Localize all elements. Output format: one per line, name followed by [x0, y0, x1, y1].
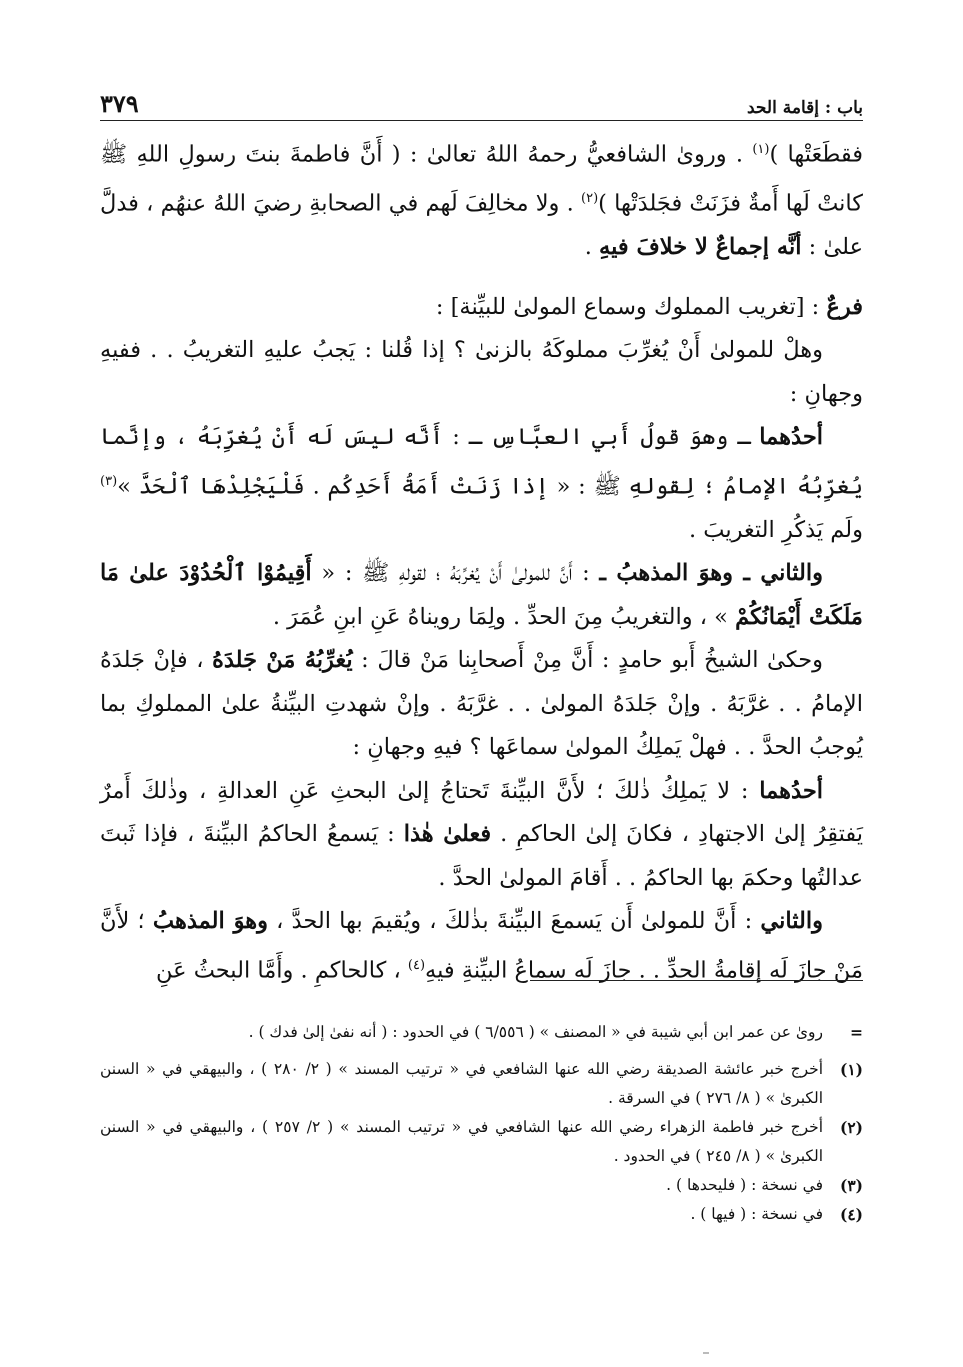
footnote-ref: (٤) — [407, 957, 426, 973]
text-run: . — [584, 234, 600, 260]
text-run: . ولا مخالِفَ لَهم في الصحابةِ رضيَ اللهُ عنهُم ، فدلَّ علىٰ : — [100, 190, 863, 260]
footnote — [100, 1018, 863, 1047]
footnote-text: أخرج خبر عائشة الصديقة رضي الله عنها الشافعي في « ترتيب المسند » ( ٢/ ٢٨٠ ) ، والبيهقي في « السنن الكبرىٰ » ( ٨/ ٢٧٦ ) في السرقة . — [100, 1060, 824, 1107]
bold-phrase: والثاني ـ وهوَ المذهبُ ـ — [599, 560, 823, 586]
scan-speck — [703, 1352, 709, 1354]
bold-phrase: أَقِيمُوْا ٱلْحُدُوْدَ علىٰ مَا مَلَكَتْ أَيْمَانُكُمْ — [100, 560, 863, 630]
section-title: باب : إقامة الحد — [747, 98, 863, 118]
bold-phrase: يُغرِّبُهُ مَنْ جَلدَهُ — [212, 647, 353, 673]
paragraph — [100, 286, 863, 330]
paragraph — [100, 329, 863, 416]
footnote-ref: (٢) — [581, 191, 599, 206]
paragraph — [100, 639, 863, 770]
footnote — [100, 1171, 863, 1200]
paragraph — [100, 416, 863, 552]
footnote-marker: = — [850, 1023, 863, 1042]
text-run: : أَنَّ للمولىٰ أَنْ يُغرِّبَهُ ؛ لقولهِ ﷺ : « — [311, 560, 600, 586]
footnotes — [100, 1018, 863, 1229]
text-run: وهلْ للمولىٰ أَنْ يُغرِّبَ مملوكَهُ بالزنىٰ ؟ إذا قُلنا : يَجبُ عليهِ التغريبُ . . ففيهِ وجهانِ : — [100, 337, 863, 407]
footnote-text: في نسخة : ( فليحدها ) . — [666, 1176, 823, 1194]
text-run: : يَسمعُ الحاكمُ البيِّنةَ ، فإذا ثَبتَ عدالتُها وحكمَ بها الحاكمُ . . أَقامَ المولىٰ الحدَّ . — [100, 821, 863, 891]
text-run: . وروىٰ الشافعيُّ رحمهُ اللهُ تعالىٰ : ( أَنَّ فاطمةَ بنتَ رسولِ اللهِ ﷺ كانتْ لَها أَمةٌ فزَنَتْ فجَلدَتْها ) — [100, 141, 864, 217]
text-run: ولَم يَذكُرِ التغريبَ . — [688, 516, 863, 543]
bold-phrase: فرعٌ — [826, 293, 863, 320]
bold-phrase: أنَّه إجماعٌ لا خلافَ فيهِ — [599, 234, 802, 260]
footnote-marker: (٤) — [839, 1205, 863, 1224]
footnote-ref: (١) — [752, 142, 770, 157]
text-run: ؛ لأَنَّ مَنْ جازَ لَه إقامةُ الحدِّ . . جازَ لَه سماعُ البيِّنةِ فيهِ — [100, 908, 863, 983]
paragraph — [100, 128, 863, 270]
text-run: : [تغريب المملوك وسماع المولىٰ للبيِّنة] : — [435, 293, 827, 320]
main-text — [100, 128, 863, 993]
text-run: » ، والتغريبُ مِنَ الحدِّ . ولِمَا رويناهُ عَنِ ابنِ عُمَرَ . — [272, 603, 736, 630]
footnote-text: روىٰ عن عمر ابن أبي شيبة في « المصنف » ( ٦/٥٥٦ ) في الحدود : ( أنه نفىٰ إلىٰ فدك ) . — [248, 1023, 823, 1041]
text-run: فقطَعَتْها ) — [769, 141, 863, 168]
footnote-text: أخرج خبر فاطمة الزهراء رضي الله عنها الشافعي في « ترتيب المسند » ( ٢/ ٢٥٧ ) ، والبيهقي في « السنن الكبرىٰ » ( ٨/ ٢٤٥ ) في الحدود . — [100, 1118, 824, 1165]
paragraph — [100, 552, 863, 639]
footnote-marker: (٣) — [839, 1176, 863, 1195]
footnote-marker: (٢) — [839, 1118, 863, 1137]
footnote — [100, 1113, 863, 1171]
footnote — [100, 1055, 863, 1113]
footnote-text: في نسخة : ( فيها ) . — [690, 1205, 823, 1223]
page-number: ٣٧٩ — [100, 89, 139, 118]
text-run: : أَنَّ للمولىٰ أَن يَسمعَ البيِّنةَ بذٰلكَ ، ويُقيمَ بها الحدَّ ، — [267, 908, 761, 934]
text-run: : لا يَملِكُ ذٰلكَ ؛ لأَنَّ البيِّنةَ تَحتاجُ إلىٰ البحثِ عَنِ العدالةِ ، وذٰلكَ أَمرٌ يَفتقِرُ إلىٰ الاجتهادِ ، فكانَ إلىٰ الحاكمِ . — [100, 777, 864, 847]
bold-phrase: أحدُهما — [759, 777, 823, 804]
footnote-separator — [530, 980, 863, 981]
bold-phrase: فعلىٰ هٰذا — [403, 821, 492, 847]
footnote-ref: (٣) — [100, 473, 118, 489]
footnote — [100, 1200, 863, 1229]
running-header — [100, 88, 863, 121]
paragraph — [100, 770, 863, 901]
text-run: وحكىٰ الشيخُ أَبو حامدٍ : أَنَّ مِنْ أَصحابِنا مَنْ قالَ : — [352, 647, 824, 673]
bold-phrase: وهوَ المذهبُ — [152, 908, 268, 934]
text-run: ، كالحاكمِ . وأَمَّا البحثُ عَنِ — [155, 957, 408, 983]
text-run: ، فإنْ جَلدَهُ الإمامُ . . غرَّبَهُ . وإنْ جَلدَهُ المولىٰ . . غرَّبَهُ . وإنْ شهدتِ البيِّنةُ علىٰ المملوكِ بما يُوجبُ الحدَّ . . فهلْ يَملِكُ المولىٰ سماعَها ؟ فيهِ وجهانِ : — [100, 647, 863, 760]
paragraph — [100, 900, 863, 993]
bold-phrase: والثاني — [760, 908, 823, 934]
text-run: ـ وهوَ قولُ أَبي العبَّاسِ ـ : أَنَّه ليسَ لَه أَنْ يُغرِّبَهُ ، وإنَّما يُغرِّبُهُ الإمامُ ؛ لِقولهِ ﷺ : « إذا زَنَتْ أَمَةُ أَحَدِكُم . فَلْيَجْلِدْهَا ٱلْحَدَّ » — [100, 424, 863, 499]
bold-phrase: أحدُهما — [759, 424, 823, 450]
footnote-marker: (١) — [839, 1060, 863, 1079]
